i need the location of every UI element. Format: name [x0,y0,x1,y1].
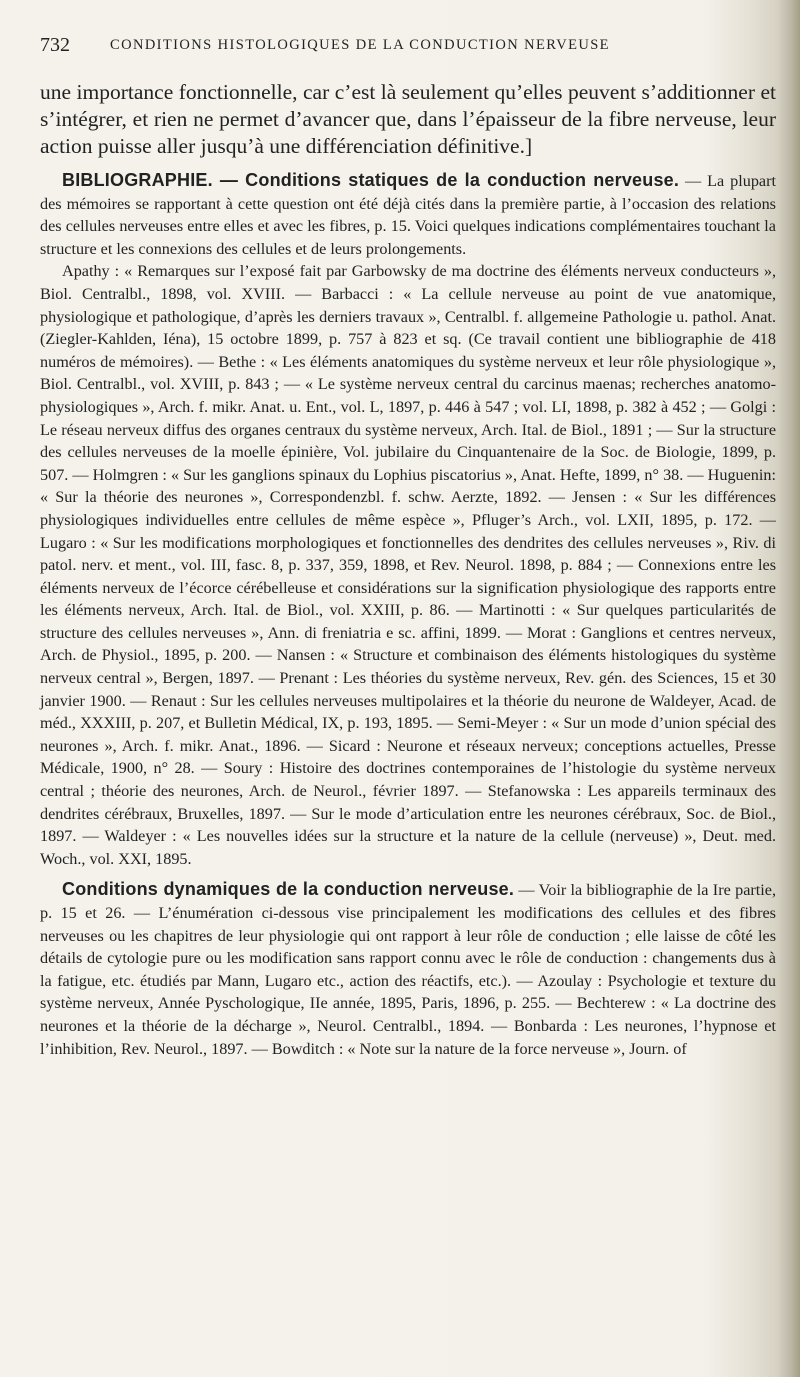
running-header [40,34,768,60]
bibliography-heading: BIBLIOGRAPHIE. — Conditions statiques de la conduction nerveuse. [62,170,680,190]
bibliography-references: Apathy : « Remarques sur l’exposé fait par Garbowsky de ma doctrine des éléments nerveux conducteurs », Biol. Centralbl., 1898, vol. XVIII. — Barbacci : « La cellule nerveuse au point de vue anatomique, physiologique et pathologique, d’après les derniers travaux », Centralbl. f. allgemeine Pathologie u. pathol. Anat. (Ziegler-Kahlden, Iéna), 15 octobre 1899, p. 757 à 823 et sq. (Ce travail contient une bibliographie de 418 numéros de mémoires). — Bethe : « Les éléments anatomiques du système nerveux et leur rôle physiologique », Biol. Centralbl., vol. XVIII, p. 843 ; — « Le système nerveux central du carcinus maenas; recherches anatomo-physiologiques », Arch. f. mikr. Anat. u. Ent., vol. L, 1897, p. 446 à 547 ; vol. LI, 1898, p. 382 à 452 ; — Golgi : Le réseau nerveux diffus des organes centraux du système nerveux, Arch. Ital. de Biol., 1891 ; — Sur la structure des cellules nerveuses de la moelle épinière, Vol. jubilaire du Cinquantenaire de la Soc. de Biologie, 1899, p. 507. — Holmgren : « Sur les ganglions spinaux du Lophius piscatorius », Anat. Hefte, 1899, n° 38. — Huguenin: « Sur la théorie des neurones », Correspondenzbl. f. schw. Aerzte, 1892. — Jensen : « Sur les différences physiologiques individuelles entre cellules de même espèce », Pfluger’s Arch., vol. LXII, 1895, p. 172. — Lugaro : « Sur les modifications morphologiques et fonctionnelles des dendrites des cellules nerveuses », Riv. di patol. nerv. et ment., vol. III, fasc. 8, p. 337, 359, 1898, et Rev. Neurol. 1898, p. 884 ; — Connexions entre les éléments nerveux de l’écorce cérébelleuse et considérations sur la signification physiologique des rapports entre les éléments nerveux, Arch. Ital. de Biol., vol. XXIII, p. 86. — Martinotti : « Sur quelques particularités de structure des cellules nerveuses », Ann. di freniatria e sc. affini, 1899. — Morat : Ganglions et centres nerveux, Arch. de Physiol., 1895, p. 200. — Nansen : « Structure et combinaison des éléments histologiques du système nerveux central », Bergen, 1897. — Prenant : Les théories du système nerveux, Rev. gén. des Sciences, 15 et 30 janvier 1900. — Renaut : Sur les cellules nerveuses multipolaires et la théorie du neurone de Waldeyer, Acad. de méd., XXXIII, p. 207, et Bulletin Médical, IX, p. 193, 1895. — Semi-Meyer : « Sur un mode d’union spécial des neurones », Arch. f. mikr. Anat., 1896. — Sicard : Neurone et réseaux nerveux; conceptions actuelles, Presse Médicale, 1900, n° 28. — Soury : Histoire des doctrines contemporaines de l’histologie du système nerveux central ; théorie des neurones, Arch. de Neurol., février 1897. — Stefanowska : Les appareils terminaux des dendrites cérébraux, Bruxelles, 1897. — Sur le mode d’articulation entre les neurones cérébraux, Soc. de Biol., 1897. — Waldeyer : « Les nouvelles idées sur la structure et la nature de la cellule (nerveuse) », Deut. med. Woch., vol. XXI, 1895. [40,262,776,868]
dynamic-heading: Conditions dynamiques de la conduction nerveuse. [62,879,515,900]
page-body [40,79,776,1060]
bibliography-intro: — La plupart des mémoires se rapportant à cette question ont été déjà cités dans la première partie, à l’occasion des relations des cellules nerveuses entre elles et avec les fibres, p. 15. Voici quelques indications complémentaires touchant la structure et les connexions des cellules et de leurs prolongements. [40,172,776,258]
page-number: 732 [40,34,70,56]
dynamic-paragraph [40,878,776,1060]
page-edge-shadow [778,0,800,1377]
dynamic-text: — Voir la bibliographie de la Ire partie, p. 15 et 26. — L’énumération ci-dessous vise principalement les modifications des cellules et des fibres nerveuses ou les chapitres de leur physiologie qui ont rapport à leur rôle de conduction ; elle laisse de côté les détails de cytologie pure ou les modification sans rapport connu avec le rôle de conduction : changements dus à la fatigue, etc. étudiés par Mann, Lugaro etc., action des réactifs, etc.). — Azoulay : Psychologie et texture du système nerveux, Année Pyschologique, IIe année, 1895, Paris, 1896, p. 255. — Bechterew : « La doctrine des neurones et la théorie de la décharge », Neurol. Centralbl., 1894. — Bonbarda : Les neurones, l’hypnose et l’inhibition, Rev. Neurol., 1897. — Bowditch : « Note sur la nature de la force nerveuse », Journ. of [40,881,776,1058]
intro-paragraph: une importance fonctionnelle, car c’est là seulement qu’elles peuvent s’additionner et s’intégrer, et rien ne permet d’avancer que, dans l’épaisseur de la fibre nerveuse, leur action puisse aller jusqu’à une différenciation définitive.] [40,80,776,158]
running-title: CONDITIONS HISTOLOGIQUES DE LA CONDUCTION NERVEUSE [110,37,610,53]
bibliography-intro-paragraph [40,169,776,260]
